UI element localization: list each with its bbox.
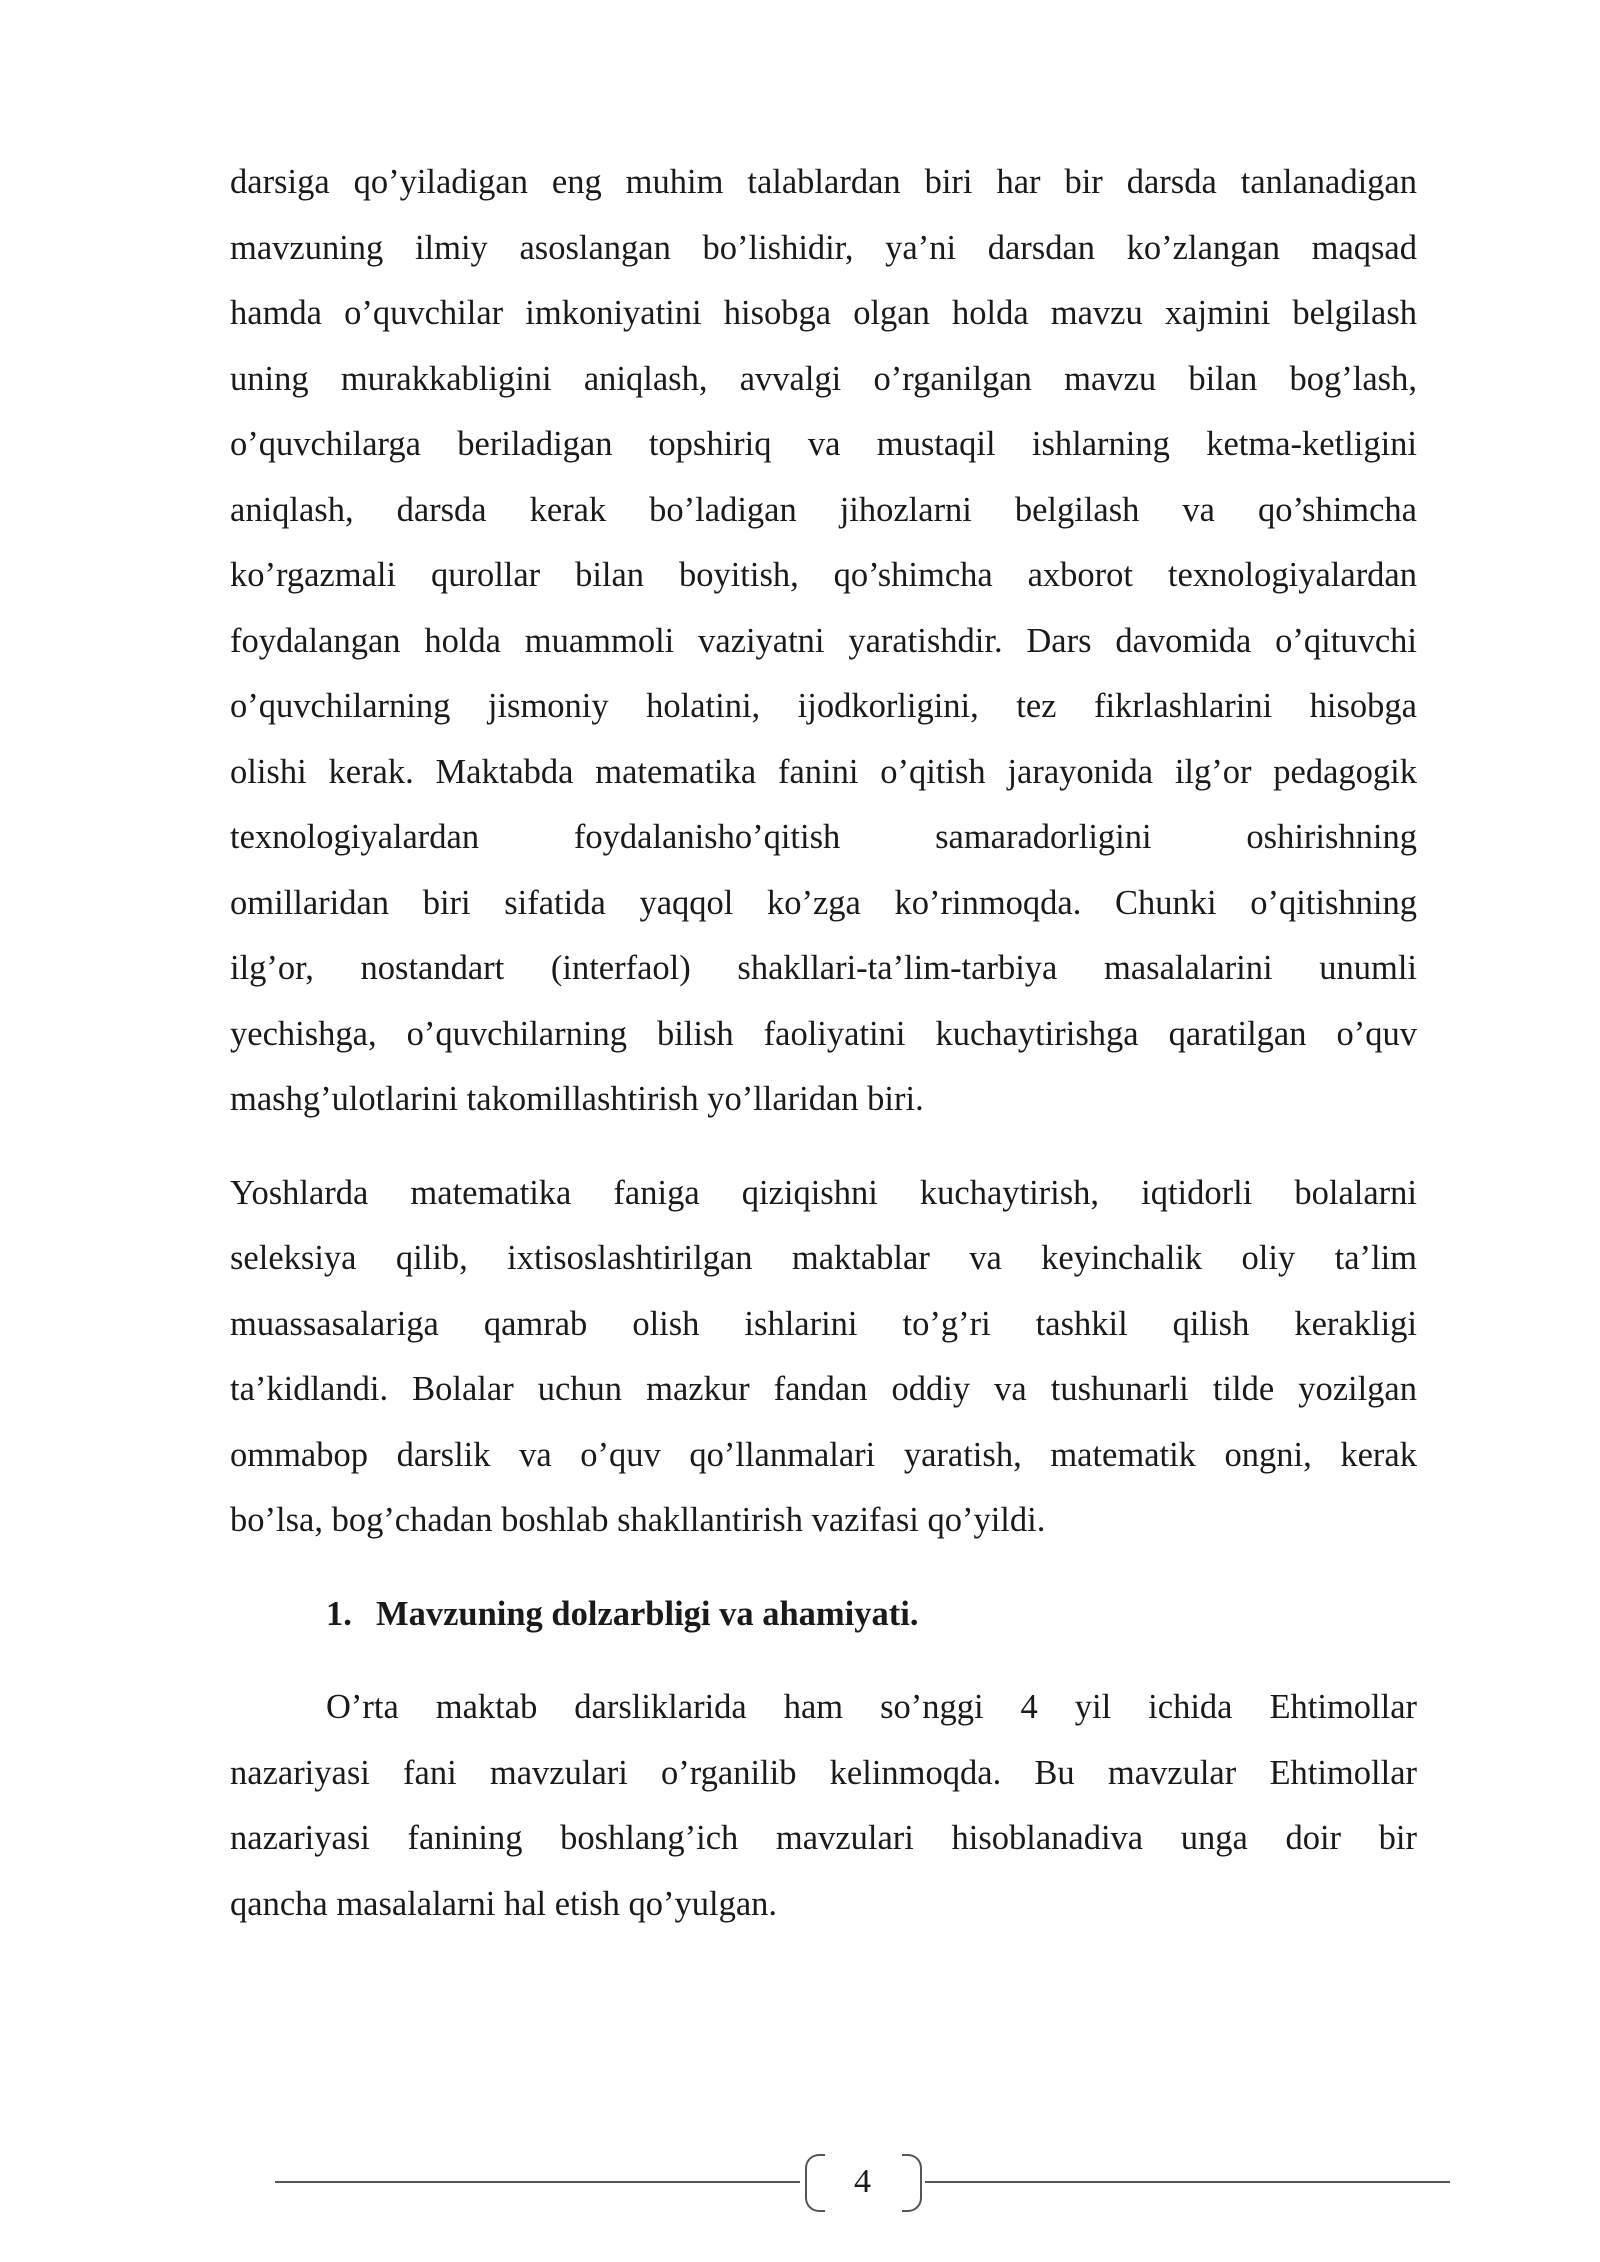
paragraph-spacer — [230, 1133, 1417, 1161]
right-brace-icon — [902, 2154, 922, 2212]
text-line: yechishga, o’quvchilarning bilish faoliyatini kuchaytirishga qaratilgan o’quv — [230, 1014, 1417, 1053]
text-line: muassasalariga qamrab olish ishlarini to’g’ri tashkil qilish kerakligi — [230, 1304, 1417, 1343]
text-line: O’rta maktab darsliklarida ham so’nggi 4 yil ichida Ehtimollar — [326, 1688, 1417, 1726]
text-line: ilg’or, nostandart (interfaol) shakllari-ta’lim-tarbiya masalalarini unumli — [230, 949, 1417, 987]
text-line: Yoshlarda matematika faniga qiziqishni kuchaytirish, iqtidorli bolalarni — [230, 1173, 1417, 1212]
text-line: o’quvchilarga beriladigan topshiriq va mustaqil ishlarning ketma-ketligini — [230, 425, 1417, 463]
section-paragraph — [230, 1675, 1417, 1937]
text-line: o’quvchilarning jismoniy holatini, ijodkorligini, tez fikrlashlarini hisobga — [230, 687, 1417, 725]
section-heading — [230, 1582, 1417, 1648]
text-line: aniqlash, darsda kerak bo’ladigan jihozlarni belgilash va qo’shimcha — [230, 490, 1417, 529]
text-line: qancha masalalarni hal etish qo’yulgan. — [230, 1884, 778, 1923]
text-line: ko’rgazmali qurollar bilan boyitish, qo’shimcha axborot texnologiyalardan — [230, 556, 1417, 594]
page-footer — [275, 2150, 1450, 2214]
text-line: texnologiyalardan foydalanisho’qitish samaradorligini oshirishning — [230, 818, 1417, 856]
body-paragraph-1 — [230, 150, 1417, 1133]
text-line: mavzuning ilmiy asoslangan bo’lishidir, ya’ni darsdan ko’zlangan maqsad — [230, 228, 1417, 267]
text-line: olishi kerak. Maktabda matematika fanini o’qitish jarayonida ilg’or pedagogik — [230, 752, 1417, 791]
text-line: nazariyasi fanining boshlang’ich mavzulari hisoblanadiva unga doir bir — [230, 1819, 1417, 1857]
section-number: 1. — [326, 1594, 352, 1633]
paragraph-spacer — [230, 1647, 1417, 1675]
text-line: foydalangan holda muammoli vaziyatni yaratishdir. Dars davomida o’qituvchi — [230, 621, 1417, 660]
document-page — [230, 150, 1417, 1937]
footer-rule-right — [925, 2181, 1450, 2183]
text-line: omillaridan biri sifatida yaqqol ko’zga ko’rinmoqda. Chunki o’qitishning — [230, 883, 1417, 922]
text-line: darsiga qo’yiladigan eng muhim talablardan biri har bir darsda tanlanadigan — [230, 163, 1417, 201]
footer-rule-left — [275, 2181, 800, 2183]
text-line: bo’lsa, bog’chadan boshlab shakllantirish vazifasi qo’yildi. — [230, 1501, 1046, 1539]
body-paragraph-2 — [230, 1161, 1417, 1554]
text-line: uning murakkabligini aniqlash, avvalgi o’rganilgan mavzu bilan bog’lash, — [230, 359, 1417, 398]
text-line: nazariyasi fani mavzulari o’rganilib kelinmoqda. Bu mavzular Ehtimollar — [230, 1753, 1417, 1792]
text-line: ommabop darslik va o’quv qo’llanmalari yaratish, matematik ongni, kerak — [230, 1435, 1417, 1474]
text-line: hamda o’quvchilar imkoniyatini hisobga olgan holda mavzu xajmini belgilash — [230, 294, 1417, 332]
text-line: seleksiya qilib, ixtisoslashtirilgan maktablar va keyinchalik oliy ta’lim — [230, 1239, 1417, 1277]
section-title: Mavzuning dolzarbligi va ahamiyati. — [376, 1594, 919, 1633]
text-line: ta’kidlandi. Bolalar uchun mazkur fandan oddiy va tushunarli tilde yozilgan — [230, 1370, 1417, 1408]
left-brace-icon — [805, 2154, 825, 2212]
page-number: 4 — [854, 2163, 871, 2200]
paragraph-spacer — [230, 1554, 1417, 1582]
text-line: mashg’ulotlarini takomillashtirish yo’llaridan biri. — [230, 1080, 924, 1118]
